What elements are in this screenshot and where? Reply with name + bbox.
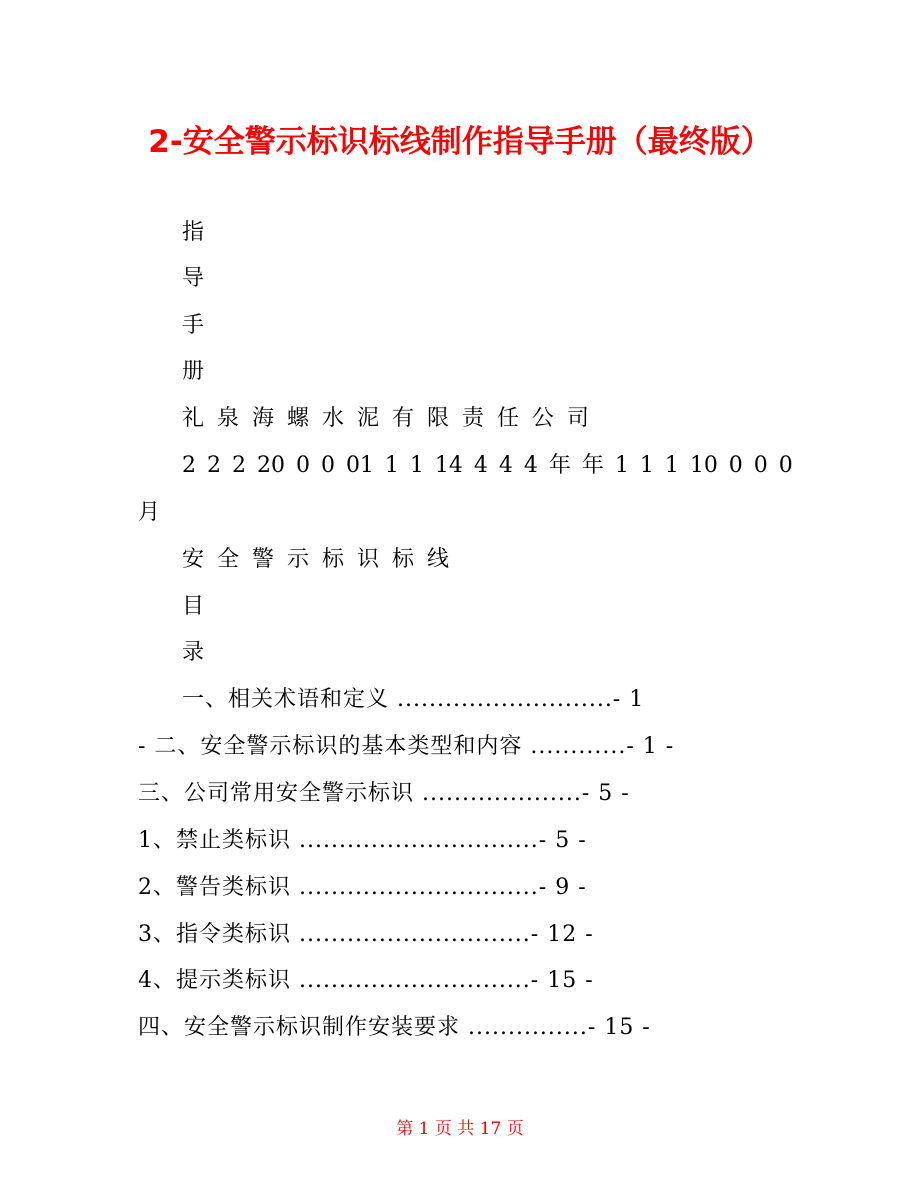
toc-item-7: 4、提示类标识 .............................- 15 - — [138, 968, 594, 993]
cover-char-shou: 手 — [182, 313, 205, 338]
toc-item-3: 三、公司常用安全警示标识 ....................- 5 - — [138, 781, 630, 806]
subject-line: 安 全 警 示 标 识 标 线 — [182, 547, 449, 572]
company-name: 礼 泉 海 螺 水 泥 有 限 责 任 公 司 — [182, 406, 589, 431]
date-line-tail: 月 — [138, 500, 161, 525]
cover-char-zhi: 指 — [182, 220, 205, 245]
page-footer: 第 1 页 共 17 页 — [396, 1119, 524, 1139]
toc-item-8: 四、安全警示标识制作安装要求 ...............- 15 - — [138, 1015, 651, 1040]
cover-char-dao: 导 — [182, 266, 205, 291]
toc-heading-mu: 目 — [182, 594, 205, 619]
toc-item-4: 1、禁止类标识 ..............................- 5 - — [138, 828, 587, 853]
cover-char-ce: 册 — [182, 359, 205, 384]
date-line: 2 2 2 20 0 0 01 1 1 14 4 4 4 年 年 1 1 1 10 0 0 0 — [182, 453, 793, 478]
toc-item-2: - 二、安全警示标识的基本类型和内容 ............- 1 - — [138, 734, 675, 759]
toc-item-1: 一、相关术语和定义 ...........................- 1 — [182, 687, 645, 712]
toc-item-5: 2、警告类标识 ..............................- 9 - — [138, 875, 587, 900]
toc-heading-lu: 录 — [182, 640, 205, 665]
document-title: 2-安全警示标识标线制作指导手册（最终版） — [148, 124, 772, 160]
toc-item-6: 3、指令类标识 .............................- 12 - — [138, 922, 594, 947]
